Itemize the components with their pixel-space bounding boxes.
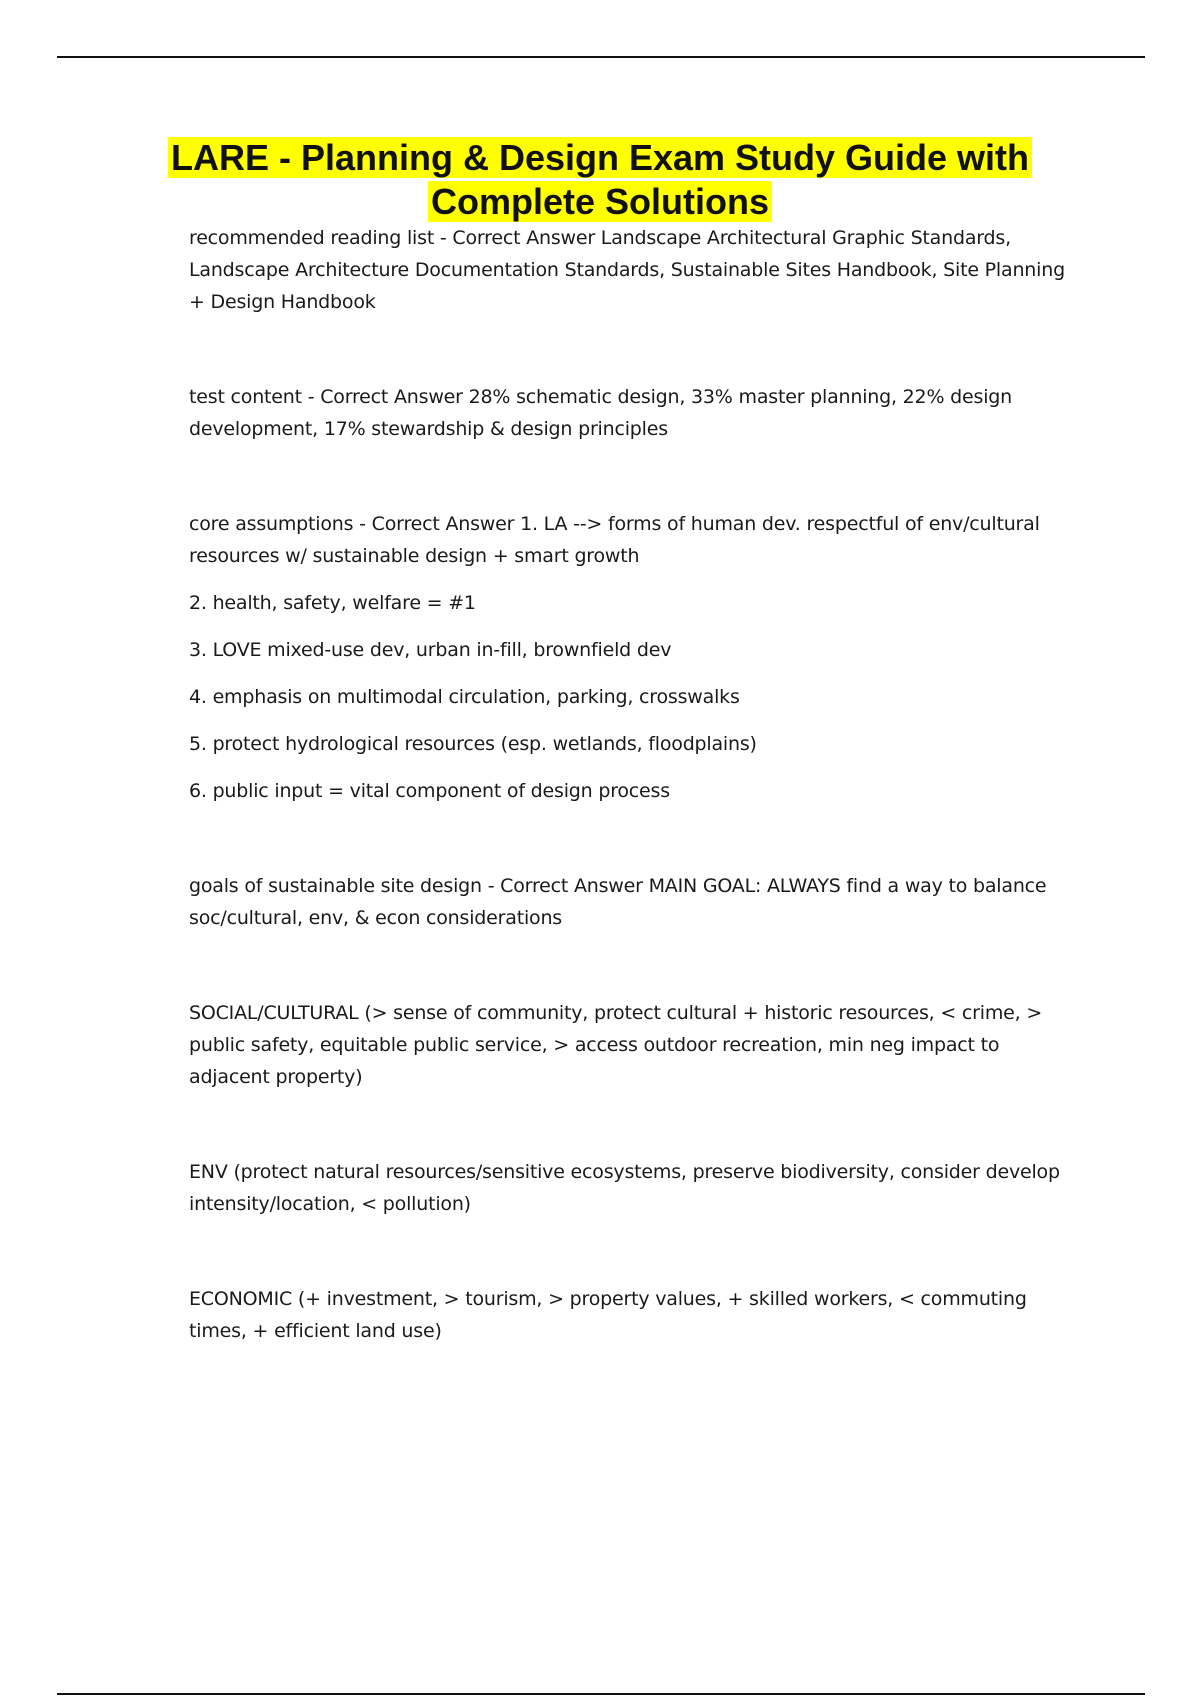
document-body (189, 222, 1069, 1347)
list-item-assumption-2: 2. health, safety, welfare = #1 (189, 592, 476, 614)
qa-test-content: test content - Correct Answer 28% schematic design, 33% master planning, 22% design development, 17% stewardship & design principles (189, 386, 1012, 440)
list-item-assumption-3: 3. LOVE mixed-use dev, urban in-fill, brownfield dev (189, 639, 672, 661)
list-item-assumption-4: 4. emphasis on multimodal circulation, parking, crosswalks (189, 686, 740, 708)
list-item-assumption-6: 6. public input = vital component of design process (189, 780, 670, 802)
document-title (150, 136, 1050, 224)
paragraph-economic: ECONOMIC (+ investment, > tourism, > property values, + skilled workers, < commuting times, + efficient land use) (189, 1288, 1027, 1342)
paragraph-env: ENV (protect natural resources/sensitive ecosystems, preserve biodiversity, consider develop intensity/location, < pollution) (189, 1161, 1060, 1215)
qa-sustainable-goals: goals of sustainable site design - Correct Answer MAIN GOAL: ALWAYS find a way to balance soc/cultural, env, & econ considerations (189, 875, 1047, 929)
footer-rule (57, 1693, 1145, 1695)
title-highlight: LARE - Planning & Design Exam Study Guide with Complete Solutions (168, 137, 1032, 222)
qa-core-assumptions: core assumptions - Correct Answer 1. LA --> forms of human dev. respectful of env/cultural resources w/ sustainable design + smart growth (189, 513, 1040, 567)
header-rule (57, 56, 1145, 58)
paragraph-social-cultural: SOCIAL/CULTURAL (> sense of community, protect cultural + historic resources, < crime, > public safety, equitable public service, > access outdoor recreation, min neg impact to adjacent property) (189, 1002, 1043, 1088)
qa-reading-list: recommended reading list - Correct Answer Landscape Architectural Graphic Standards, Landscape Architecture Documentation Standards, Sustainable Sites Handbook, Site Planning + Design Handbook (189, 227, 1065, 313)
list-item-assumption-5: 5. protect hydrological resources (esp. wetlands, floodplains) (189, 733, 757, 755)
